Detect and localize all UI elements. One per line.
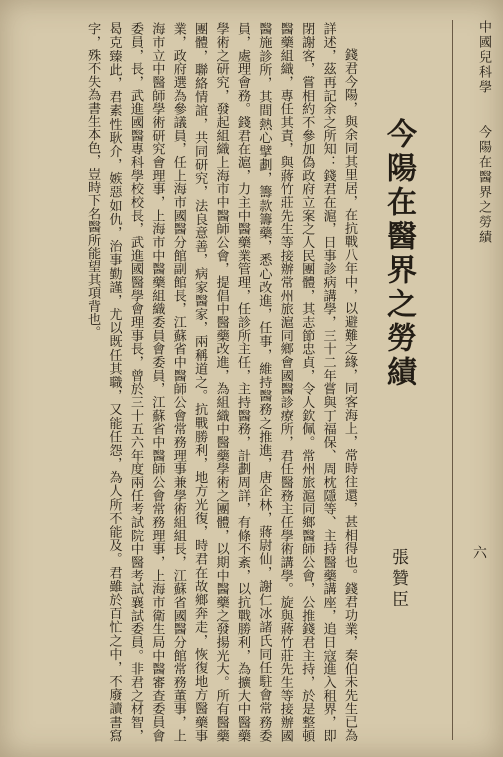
article-author: 張贊臣 <box>388 548 408 611</box>
page-number: 六 <box>471 545 487 559</box>
article-title: 今陽在醫界之勞績 <box>381 118 416 390</box>
body-paragraph: 錢君今陽，與余同其里居，在抗戰八年中，以避難之緣，同客海上，常時往還，甚相得也。錢君功業，秦伯未先生已為詳述，茲再記余之所知：錢君在滬，日事診病講學，三十二年嘗與丁福保、周枕隱等、主持醫藥講座，追日寇進入租界，即閉謝客，嘗相約不參加偽政府立案之人民團體，其志節忠貞，令人欽佩。常州旅滬同鄉醫師公會，公推錢君主持，於是整頓醫藥組織，專任其責，與蔣竹莊先生等接辦常州旅滬同鄉會國醫診療所，君任醫務主任學術講學。旋與蔣竹莊先生等接辦國醫施診所，其間熱心擘劃，籌款籌藥，悉心改進，任事，維持醫務之推進，唐企林，蔣尉仙，謝仁冰諸氏同任駐會常務委員，處理會務。錢君在滬，力主中醫藥業管理，任診所主任，主持醫務，計劃周詳，有條不紊，以抗戰勝利，為擴大中醫藥學術之研究，發起組織上海市中醫師公會，提倡中醫藥改進，為組織中醫藥學術之團體，以期中醫藥之發揚光大。所有醫藥團體，聯絡情誼，共同研究，法良意善，病家醫家，兩稱道之。抗戰勝利，地方光復，時君在故鄉奔走，恢復地方醫藥事業，政府選為參議員，任上海市國醫分館副館長，江蘇省中醫師公會常務理事兼學術組組長，江蘇省國醫分館常務董事，上海市立中醫師學術研究會理事，上海市中醫藥組織委員會委員，江蘇省中醫師公會常務理事，上海市衛生局中醫審查委員會委員，長，武進國醫專科學校校長，武進國醫學會理事長，曾於三十五六年度兩任考試院中醫考試襄試委員。非君之材智，曷克臻此，君素性耿介，嫉惡如仇，治事勤謹，尤以既任其職，又能任怨，為人所不能及。君雖於百忙之中，不廢讀書寫字，殊不失為書生本色，豈時下名醫所能望其項背也。 <box>85 22 357 742</box>
article-body <box>12 22 360 742</box>
running-header <box>473 20 493 245</box>
journal-name: 中國兒科學 <box>476 20 491 95</box>
header-divider <box>452 20 453 740</box>
running-article-title: 今陽在醫界之勞績 <box>476 125 491 245</box>
